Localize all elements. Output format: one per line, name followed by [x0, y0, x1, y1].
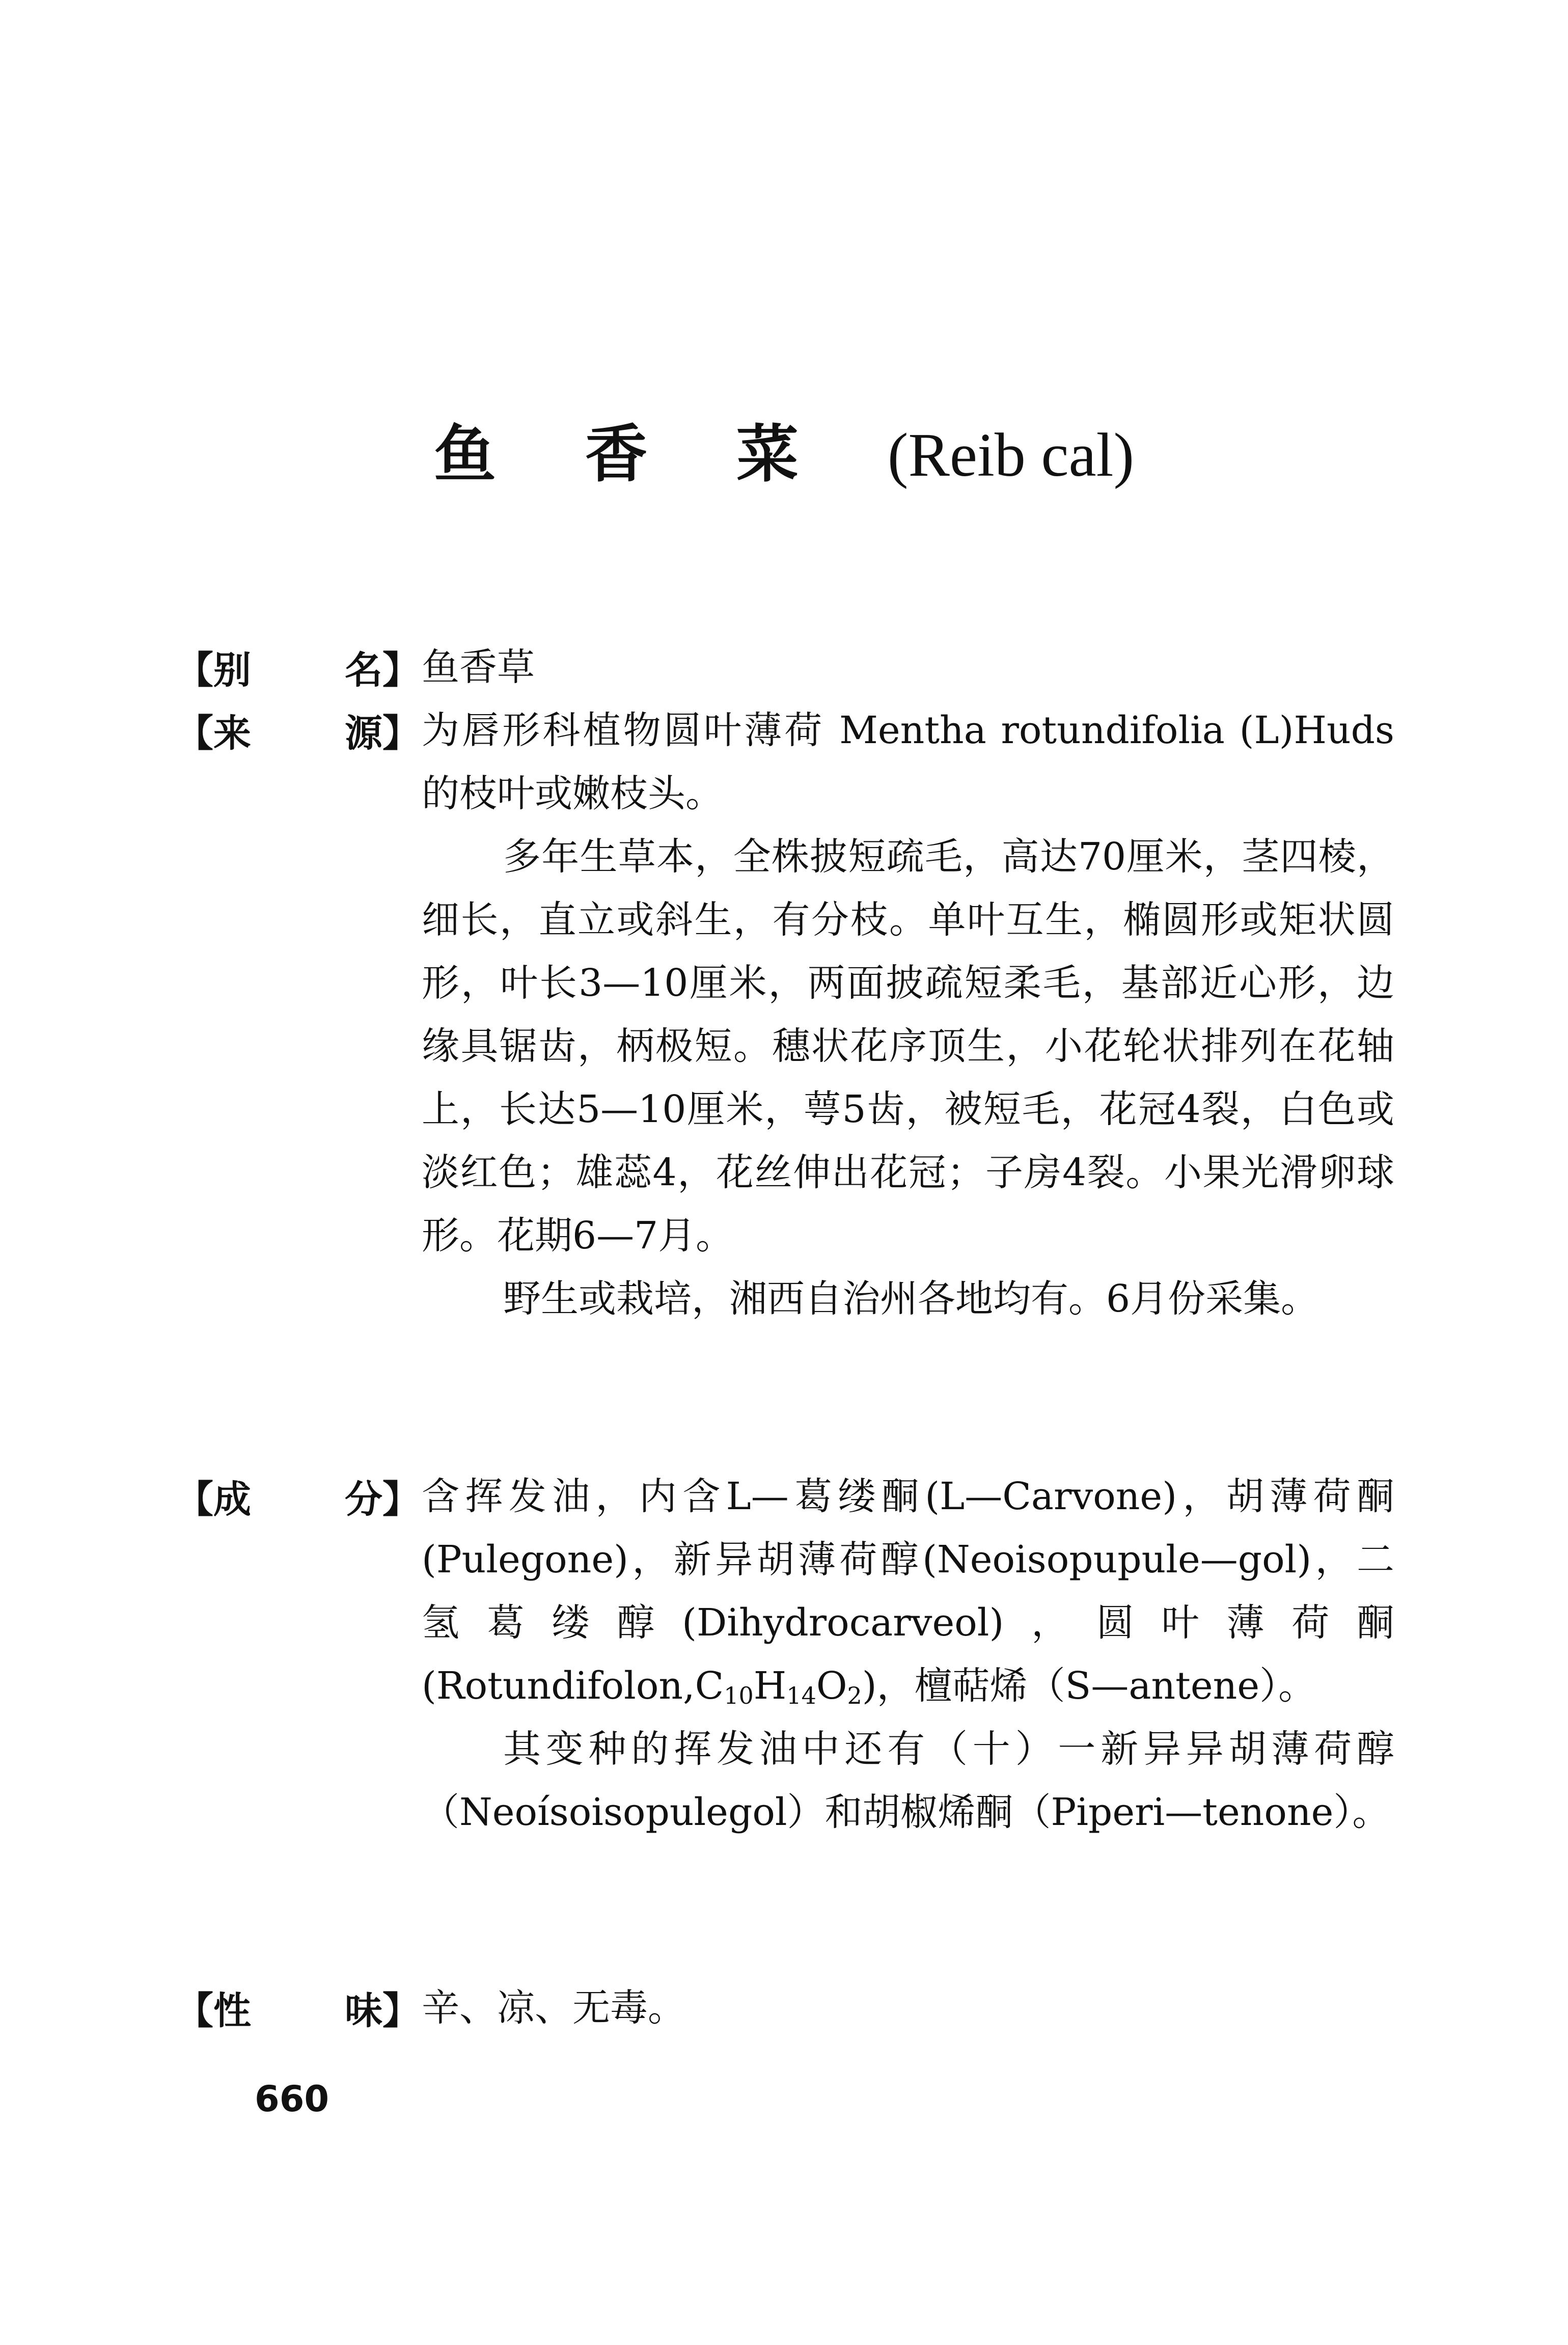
page-number: 660	[255, 2078, 329, 2120]
source-paragraph-3: 野生或栽培，湘西自治州各地均有。6月份采集。	[503, 1277, 1319, 1321]
entry-label: 【性 味】	[176, 1989, 420, 2033]
components-paragraph-2: 其变种的挥发油中还有（十）一新异异胡薄荷醇（Neoísoisopulegol）和胡椒烯酮（Piperi—tenone）。	[422, 1727, 1394, 1834]
entry-body: 辛、凉、无毒。	[422, 1986, 685, 2030]
entry-body	[422, 699, 1394, 1330]
title-chinese: 鱼香菜	[433, 417, 888, 490]
entry-body: 鱼香草	[422, 645, 535, 689]
page-title	[0, 417, 1568, 490]
title-latin: (Reib cal)	[887, 421, 1135, 489]
entry-label: 【来 源】	[176, 712, 420, 755]
components-paragraph-1: 含挥发油，内含L—葛缕酮(L—Carvone)，胡薄荷酮(Pulegone)，新异胡薄荷醇(Neoisopupule—gol)，二氢葛缕醇(Dihydrocarveol)，圆叶薄荷酮$(Rotundifolon,C_{10}H_{14}O_2)$，檀萜烯（S—antene）。	[422, 1475, 1394, 1709]
entry-label: 【成 分】	[176, 1478, 420, 1521]
entry-body	[422, 1465, 1394, 1844]
source-paragraph-2: 多年生草本，全株披短疏毛，高达70厘米，茎四棱，细长，直立或斜生，有分枝。单叶互生，椭圆形或矩状圆形，叶长3—10厘米，两面披疏短柔毛，基部近心形，边缘具锯齿，柄极短。穗状花序顶生，小花轮状排列在花轴上，长达5—10厘米，萼5齿，被短毛，花冠4裂，白色或淡红色；雄蕊4，花丝伸出花冠；子房4裂。小果光滑卵球形。花期6—7月。	[422, 835, 1394, 1258]
entry-label: 【别 名】	[176, 648, 420, 692]
source-paragraph-1: 为唇形科植物圆叶薄荷 Mentha rotundifolia (L)Huds的枝叶或嫩枝头。	[422, 708, 1394, 815]
